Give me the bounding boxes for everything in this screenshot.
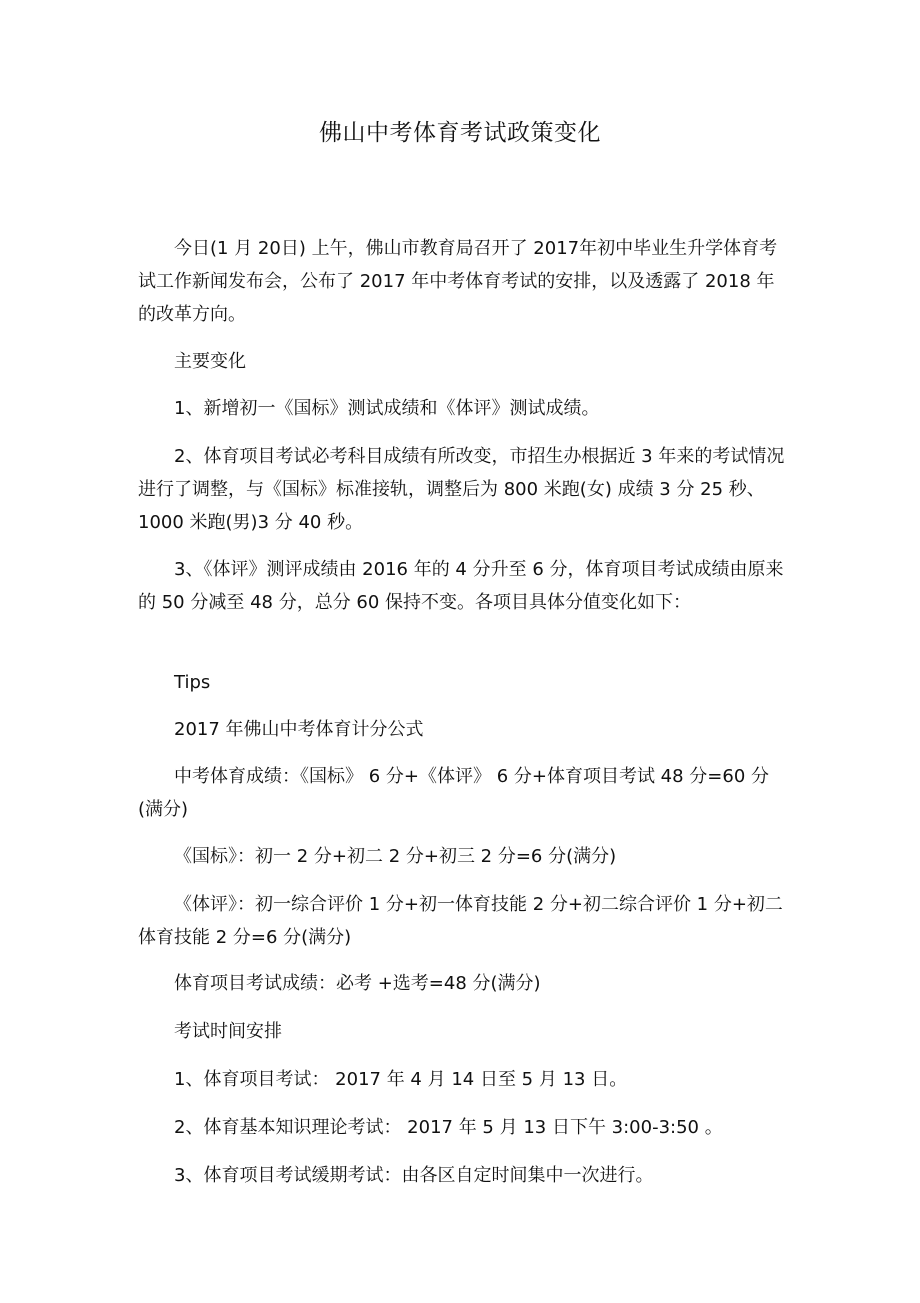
heading-main-changes: 主要变化 — [174, 351, 246, 372]
paragraph-change-3: 3、《体评》测评成绩由 2016 年的 4 分升至 6 分，体育项目考试成绩由原来的 50 分减至 48 分，总分 60 保持不变。各项目具体分值变化如下： — [138, 559, 784, 613]
paragraph-schedule-1: 1、体育项目考试： 2017 年 4 月 14 日至 5 月 13 日。 — [174, 1069, 628, 1090]
paragraph-formula-total: 中考体育成绩：《国标》 6 分+《体评》 6 分+体育项目考试 48 分=60 分(满分) — [138, 766, 770, 820]
paragraph-schedule-3: 3、体育项目考试缓期考试：由各区自定时间集中一次进行。 — [174, 1165, 654, 1186]
paragraph-change-1: 1、新增初一《国标》测试成绩和《体评》测试成绩。 — [174, 398, 600, 419]
document-title: 佛山中考体育考试政策变化 — [319, 120, 601, 146]
paragraph-formula-tiping: 《体评》：初一综合评价 1 分+初一体育技能 2 分+初二综合评价 1 分+初二体育技能 2 分=6 分(满分) — [138, 894, 783, 948]
paragraph-intro: 今日(1 月 20日) 上午，佛山市教育局召开了 2017年初中毕业生升学体育考试工作新闻发布会，公布了 2017 年中考体育考试的安排，以及透露了 2018 年的改革方向。 — [138, 238, 778, 325]
heading-exam-schedule: 考试时间安排 — [174, 1021, 282, 1042]
heading-score-formula: 2017 年佛山中考体育计分公式 — [174, 719, 424, 740]
paragraph-formula-guobiao: 《国标》：初一 2 分+初二 2 分+初三 2 分=6 分(满分) — [174, 846, 617, 867]
heading-tips: Tips — [174, 672, 211, 693]
paragraph-change-2: 2、体育项目考试必考科目成绩有所改变，市招生办根据近 3 年来的考试情况进行了调整，与《国标》标准接轨，调整后为 800 米跑(女) 成绩 3 分 25 秒、1000 米跑(男)3 分 40 秒。 — [138, 446, 785, 533]
paragraph-formula-project: 体育项目考试成绩：必考 +选考=48 分(满分) — [174, 973, 541, 994]
paragraph-schedule-2: 2、体育基本知识理论考试： 2017 年 5 月 13 日下午 3:00-3:50 。 — [174, 1117, 723, 1138]
